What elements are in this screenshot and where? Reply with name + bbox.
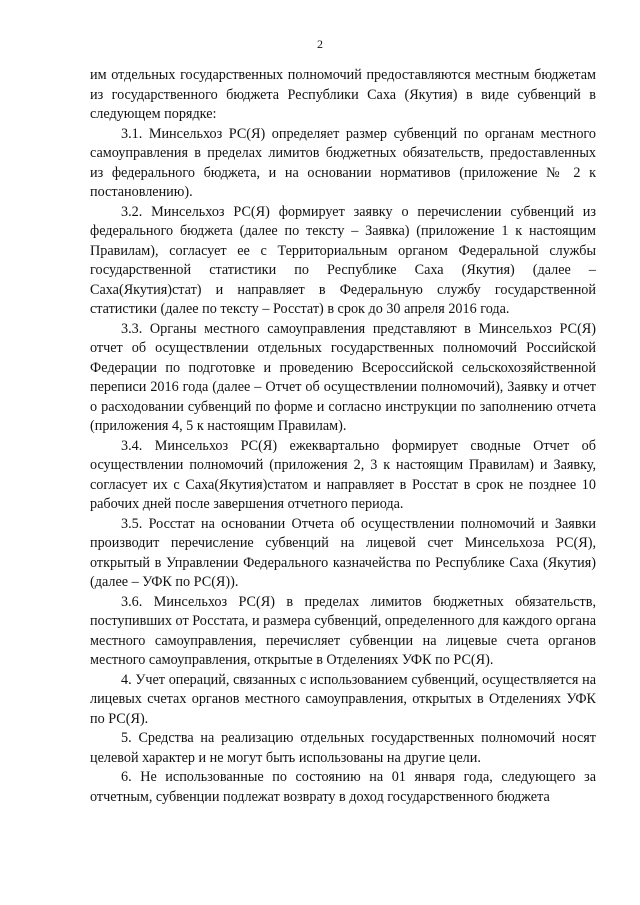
paragraph-3-3: 3.3. Органы местного самоуправления представляют в Минсельхоз РС(Я) отчет об осуществлении отдельных государственных полномочий Российской Федерации по подготовке и проведению Всероссийской сельскохозяйственной переписи 2016 года (далее – Отчет об осуществлении полномочий), Заявку и отчет о расходовании субвенций по форме и согласно инструкции по заполнению отчета (приложения 4, 5 к настоящим Правилам). bbox=[90, 320, 596, 434]
paragraph-3-6: 3.6. Минсельхоз РС(Я) в пределах лимитов бюджетных обязательств, поступивших от Росстата, и размера субвенций, определенного для каждого органа местного самоуправления, перечисляет субвенции на лицевые счета органов местного самоуправления, открытые в Отделениях УФК по РС(Я). bbox=[90, 593, 596, 668]
paragraph-3-5: 3.5. Росстат на основании Отчета об осуществлении полномочий и Заявки производит перечисление субвенций на лицевой счет Минсельхоза РС(Я), открытый в Управлении Федерального казначейства по Республике Саха (Якутия) (далее – УФК по РС(Я)). bbox=[90, 515, 596, 590]
paragraph-3-4: 3.4. Минсельхоз РС(Я) ежеквартально формирует сводные Отчет об осуществлении полномочий (приложения 2, 3 к настоящим Правилам) и Заявку, согласует их с Саха(Якутия)статом и направляет в Росстат в срок не позднее 10 рабочих дней после завершения отчетного периода. bbox=[90, 437, 596, 512]
paragraph-4: 4. Учет операций, связанных с использованием субвенций, осуществляется на лицевых счетах органов местного самоуправления, открытых в Отделениях УФК по РС(Я). bbox=[90, 671, 596, 727]
paragraph-5: 5. Средства на реализацию отдельных государственных полномочий носят целевой характер и не могут быть использованы на другие цели. bbox=[90, 730, 596, 766]
paragraph-6: 6. Не использованные по состоянию на 01 января года, следующего за отчетным, субвенции подлежат возврату в доход государственного бюджета bbox=[90, 769, 596, 805]
page-number: 2 bbox=[317, 37, 323, 51]
document-body bbox=[90, 66, 596, 807]
paragraph-3-1: 3.1. Минсельхоз РС(Я) определяет размер субвенций по органам местного самоуправления в пределах лимитов бюджетных обязательств, предоставленных из федерального бюджета, и на основании нормативов (приложение № 2 к постановлению). bbox=[90, 125, 596, 200]
paragraph-3-2: 3.2. Минсельхоз РС(Я) формирует заявку о перечислении субвенций из федерального бюджета (далее по тексту – Заявка) (приложение 1 к настоящим Правилам), согласует ее с Территориальным органом Федеральной службы государственной статистики по Республике Саха (Якутия) (далее – Саха(Якутия)стат) и направляет в Федеральную службу государственной статистики (далее по тексту – Росстат) в срок до 30 апреля 2016 года. bbox=[90, 203, 596, 317]
paragraph-intro-continuation: им отдельных государственных полномочий предоставляются местным бюджетам из государственного бюджета Республики Саха (Якутия) в виде субвенций в следующем порядке: bbox=[90, 67, 596, 122]
